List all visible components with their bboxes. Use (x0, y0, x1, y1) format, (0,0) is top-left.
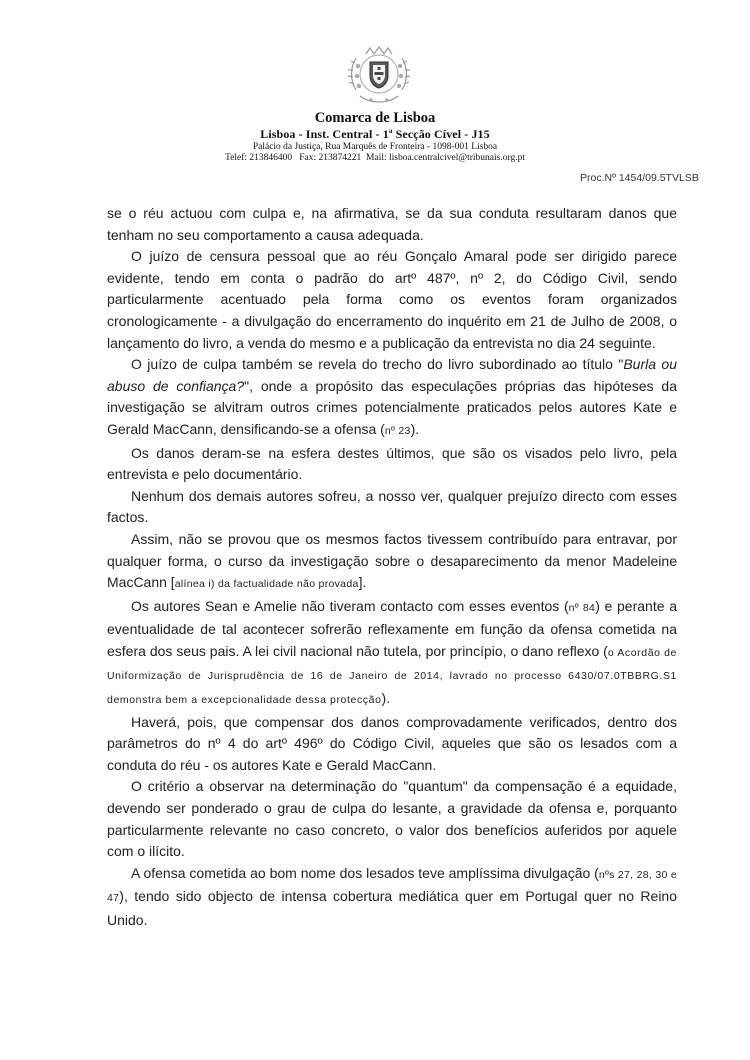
fact-reference: nºs 27, 28, 30 e 47 (107, 868, 677, 905)
paragraph (107, 246, 677, 354)
fact-reference: alínea i) da factualidade não provada (174, 578, 359, 591)
paragraph-text: O juízo de censura pessoal que ao réu Gonçalo Amaral pode ser dirigido parece evidente, tendo em conta o padrão do artº 487º, nº 2, do Código Civil, sendo particularmente acentuado pela forma como os eventos foram organizados cronologicamente - a divulgação do encerramento do inquérito em 21 de Julho de 2008, o lançamento do livro, a venda do mesmo e a publicação da entrevista no dia 24 seguinte. (107, 248, 677, 351)
document-body (107, 203, 677, 932)
paragraph-text: Os danos deram-se na esfera destes últimos, que são os visados pelo livro, pela entrevista e pelo documentário. (107, 444, 677, 483)
process-number: Proc.Nº 1454/09.5TVLSB (580, 172, 699, 184)
court-section: Lisboa - Inst. Central - 1ª Secção Cível - J15 (260, 127, 490, 141)
paragraph-text: Haverá, pois, que compensar dos danos comprovadamente verificados, dentro dos parâmetros do nº 4 do artº 496º do Código Civil, aqueles que são os lesados com a conduta do réu - os autores Kate e Gerald MacCann. (107, 713, 677, 773)
paragraph-text: Nenhum dos demais autores sofreu, a nosso ver, qualquer prejuízo directo com esses factos. (107, 487, 677, 526)
paragraph-text: A ofensa cometida ao bom nome dos lesados teve amplíssima divulgação ( (131, 864, 599, 881)
paragraph (107, 486, 677, 529)
paragraph (107, 712, 677, 777)
paragraph (107, 443, 677, 486)
paragraph-text: ). (410, 420, 420, 437)
book-chapter-title: Burla ou abuso de confiança? (107, 356, 677, 394)
court-contact: Telef: 213846400 Fax: 213874221 Mail: lisboa.centralcivel@tribunais.org.pt (225, 153, 525, 163)
paragraph-text: ]. (358, 574, 367, 591)
paragraph (107, 529, 677, 596)
paragraph-text: O juízo de culpa também se revela do trecho do livro subordinado ao título " (131, 356, 624, 373)
paragraph (107, 863, 677, 932)
paragraph (107, 776, 677, 862)
paragraph-text: Assim, não se provou que os mesmos factos tivessem contribuído para entravar, por qualquer forma, o curso da investigação sobre o desaparecimento da menor Madeleine MacCann [ (107, 530, 677, 591)
paragraph-text: O critério a observar na determinação do "quantum" da compensação é a equidade, devendo ser ponderado o grau de culpa do lesante, a gravidade da ofensa e, porquanto particularmente relevante no caso concreto, o valor dos benefícios auferidos por aquele com o ilícito. (107, 778, 677, 860)
paragraph (107, 203, 677, 246)
paragraph-text: se o réu actuou com culpa e, na afirmativa, se da sua conduta resultaram danos que tenham no seu comportamento a causa adequada. (107, 205, 677, 243)
fact-reference: nº 23 (384, 424, 411, 437)
case-law-citation: o Acordão de Uniformização de Jurisprudência de 16 de Janeiro de 2014, lavrado no processo 6430/07.0TBBRG.S1 demonstra bem a excepcionalidade dessa protecção (107, 646, 678, 707)
paragraph (107, 596, 677, 712)
court-name: Comarca de Lisboa (314, 110, 436, 126)
paragraph-text: Os autores Sean e Amelie não tiveram contacto com esses eventos ( (131, 597, 569, 614)
paragraph-text: ) e perante a eventualidade de tal acontecer sofrerão reflexamente em função da ofensa cometida na esfera dos seus pais. A lei civil nacional não tutela, por princípio, o dano reflexo ( (107, 597, 677, 659)
paragraph (107, 354, 677, 442)
paragraph-text: ", onde a propósito das especulações próprias das hipóteses da investigação se alvitram outros crimes potencialmente praticados pelos autores Kate e Gerald MacCann, densificando-se a ofensa ( (107, 377, 677, 437)
coat-of-arms-icon (346, 46, 412, 108)
fact-reference: nº 84 (568, 601, 596, 614)
paragraph-text: ), tendo sido objecto de intensa cobertura mediática quer em Portugal quer no Reino Unido. (107, 888, 677, 928)
court-address: Palácio da Justiça, Rua Marquês de Fronteira - 1098-001 Lisboa (252, 142, 498, 152)
paragraph-text: ). (381, 690, 391, 707)
